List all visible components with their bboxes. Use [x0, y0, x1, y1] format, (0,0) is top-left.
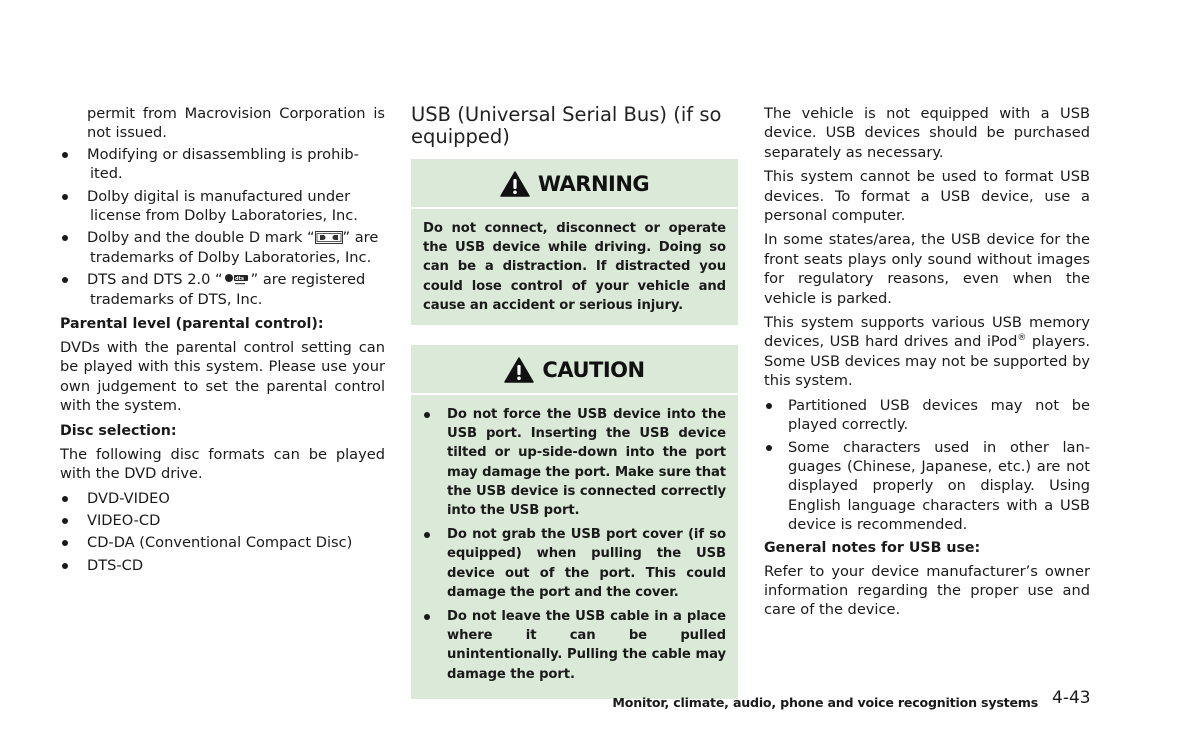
- disc-heading: Disc selection:: [60, 422, 177, 439]
- list-item: Do not force the USB device into the USB port. Inserting the USB device tilted or up-side-down into the port may damage the port. Make sure that the USB device is connected correctly into the USB port.: [423, 405, 726, 520]
- general-notes-heading: General notes for USB use:: [764, 539, 981, 556]
- list-item: CD-DA (Conventional Compact Disc): [60, 533, 385, 552]
- caution-header: [411, 345, 738, 395]
- list-item-text: DTS and DTS 2.0 “: [87, 271, 223, 289]
- list-item: [60, 145, 385, 184]
- registered-mark: ®: [1017, 333, 1027, 344]
- list-item-text: Modifying or disassembling is prohib-: [87, 145, 359, 163]
- disc-text: The following disc formats can be played with the DVD drive.: [60, 445, 385, 483]
- list-item: [60, 270, 385, 309]
- caution-box: [411, 345, 738, 699]
- list-item-continuation: license from Dolby Laboratories, Inc.: [90, 207, 358, 225]
- caution-triangle-icon: [504, 357, 534, 383]
- warning-text: Do not connect, disconnect or operate the USB device while driving. Doing so can be a distraction. If distracted you could lose control of your vehicle and cause an accident or serious injury.: [423, 221, 726, 313]
- paragraph: This system cannot be used to format USB devices. To format a USB device, use a personal computer.: [764, 168, 1090, 225]
- list-item: Do not grab the USB port cover (if so equipped) when pulling the USB device out of the port. This could damage the port and the cover.: [423, 525, 726, 602]
- warning-triangle-icon: [500, 171, 530, 197]
- intro-continuation: permit from Macrovision Corporation is not issued.: [87, 105, 385, 142]
- list-item: DTS-CD: [60, 556, 385, 575]
- parental-text: DVDs with the parental control setting can be played with this system. Please use your own judgement to set the parental control with the system.: [60, 339, 385, 415]
- list-item-text-after-logo: ” are: [342, 229, 379, 247]
- section-title: USB (Universal Serial Bus) (if so equipped): [411, 103, 722, 148]
- general-notes-text: Refer to your device manufacturer’s owner information regarding the proper use and care of the device.: [764, 562, 1090, 619]
- page-number: 4-43: [1052, 688, 1091, 708]
- warning-box: [411, 159, 738, 325]
- caution-list: [423, 405, 726, 684]
- caution-title: CAUTION: [542, 358, 645, 383]
- paragraph: [764, 313, 1090, 391]
- warning-title: WARNING: [537, 172, 650, 196]
- list-item: [60, 228, 385, 267]
- disc-format-list: [60, 489, 385, 576]
- list-item: Some characters used in other lan-guages (Chinese, Japanese, etc.) are not displayed properly on display. Using English language characters with a USB device is recommended.: [764, 438, 1090, 535]
- list-item: VIDEO-CD: [60, 511, 385, 530]
- list-item-text: Dolby and the double D mark “: [87, 229, 315, 247]
- usb-notes-list: [764, 396, 1090, 535]
- paragraph: The vehicle is not equipped with a USB device. USB devices should be purchased separately as necessary.: [764, 105, 1090, 161]
- list-item-continuation: ited.: [90, 165, 123, 183]
- footer-section-title: [560, 692, 1038, 711]
- notice-list: [60, 145, 385, 309]
- list-item: [60, 187, 385, 226]
- right-column: [764, 104, 1090, 625]
- parental-heading: Parental level (parental control):: [60, 316, 324, 333]
- paragraph: In some states/area, the USB device for the front seats plays only sound without images for regulatory reasons, even when the vehicle is parked.: [764, 231, 1090, 307]
- middle-column: [411, 104, 738, 719]
- warning-header: [411, 159, 738, 209]
- list-item: Do not leave the USB cable in a place where it can be pulled unintentionally. Pulling the cable may damage the port.: [423, 607, 726, 684]
- svg-text:dts: dts: [234, 276, 244, 283]
- list-item-continuation: trademarks of DTS, Inc.: [90, 290, 263, 308]
- list-item: Partitioned USB devices may not be played correctly.: [764, 396, 1090, 435]
- left-column: [60, 104, 385, 578]
- list-item-text-after-logo: ” are registered: [250, 271, 366, 289]
- list-item-continuation: trademarks of Dolby Laboratories, Inc.: [90, 248, 372, 266]
- footer-text: Monitor, climate, audio, phone and voice recognition systems: [612, 695, 1038, 710]
- list-item-text: Dolby digital is manufactured under: [87, 187, 351, 205]
- dolby-logo-icon: [315, 231, 343, 244]
- list-item: DVD-VIDEO: [60, 489, 385, 508]
- paragraph-text: This system supports various USB memory devices, USB hard drives and iPod: [764, 314, 1090, 351]
- dts-logo-icon: [223, 272, 251, 286]
- paragraph-text-continued: players. Some USB devices may not be supported by this system.: [764, 333, 1090, 390]
